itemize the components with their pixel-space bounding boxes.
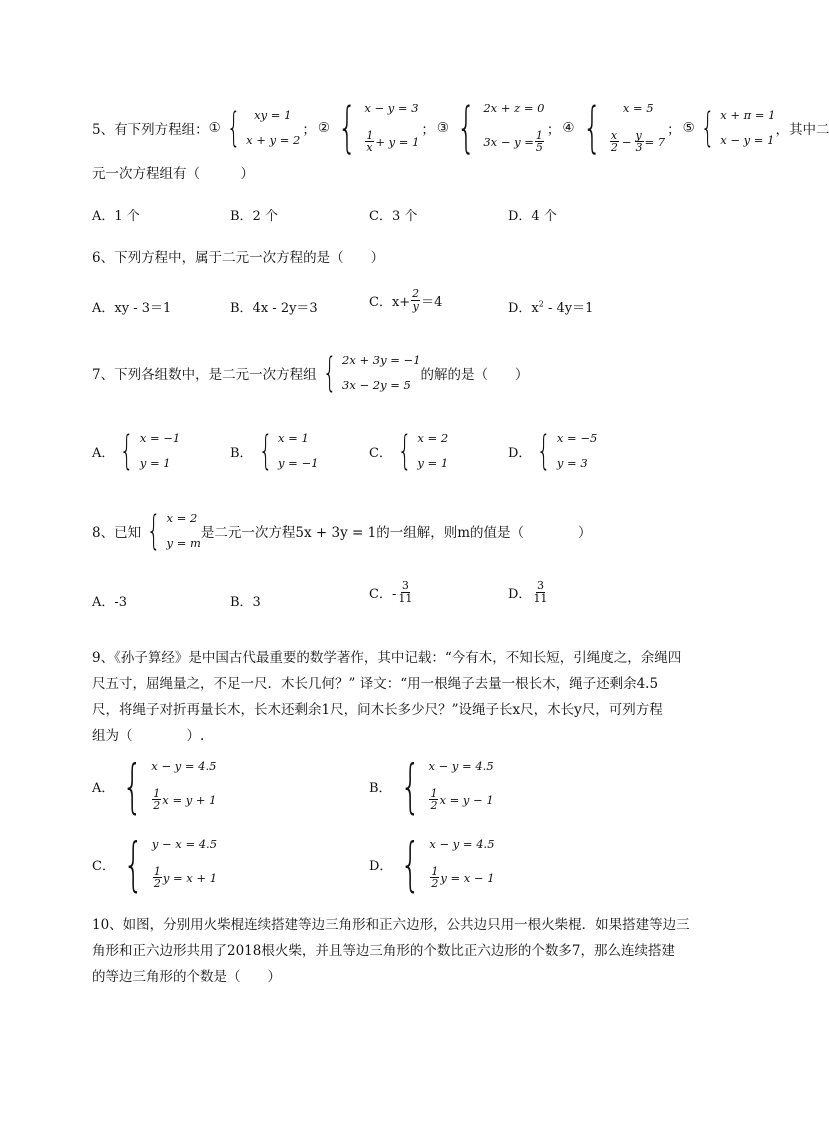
q8-c-pre: C．- bbox=[369, 586, 397, 602]
q5-s4-frac1-den: 2 bbox=[610, 141, 618, 155]
q6-d-pre: D．x bbox=[508, 301, 539, 316]
q9-d-frac-num: 1 bbox=[431, 864, 439, 878]
q9-d-line2-rest: y = x − 1 bbox=[440, 870, 495, 885]
q6-option-a: A．xy - 3＝1 bbox=[92, 301, 172, 316]
q5-num-3: ③ bbox=[436, 120, 449, 136]
q9-a-line1: x − y = 4.5 bbox=[151, 759, 217, 773]
q9-c-label: C． bbox=[92, 858, 115, 874]
q9-b-frac-den: 2 bbox=[430, 799, 438, 813]
q7-d-line2: y = 3 bbox=[556, 456, 588, 471]
q5-s3-line2-left: 3x − y = bbox=[483, 134, 534, 149]
q8-system: { x = 2 y = m bbox=[146, 508, 201, 554]
q10-line3: 的等边三角形的个数是（ ） bbox=[92, 969, 281, 985]
q7-d-line1: x = −5 bbox=[556, 431, 598, 445]
q5-system-4: { x = 5 $\frac{x}{2}$ − $\frac{y}{3}$ = 7 bbox=[582, 96, 666, 159]
q8-sys-line1: x = 2 bbox=[166, 511, 198, 525]
q5-num-1: ① bbox=[208, 120, 221, 136]
q7-b-line2: y = −1 bbox=[278, 456, 319, 471]
question-10 bbox=[92, 912, 742, 990]
q5-prefix: 5、有下列方程组： bbox=[92, 122, 209, 138]
q5-num-4: ④ bbox=[562, 120, 575, 136]
q5-s2-frac-den: x bbox=[366, 141, 373, 155]
q5-line2: 元一次方程组有（ ） bbox=[92, 166, 254, 182]
q9-d-line1: x − y = 4.5 bbox=[429, 837, 495, 851]
q6-c-frac-num: 2 bbox=[412, 287, 420, 300]
q7-d-label: D． bbox=[508, 445, 532, 461]
q5-option-a: A．1 个 bbox=[92, 209, 140, 224]
q7-c-line2: y = 1 bbox=[417, 456, 449, 471]
q8-d-pre: D． bbox=[508, 586, 532, 602]
q5-num-2: ② bbox=[317, 120, 330, 136]
q9-d-label: D． bbox=[369, 858, 393, 874]
q7-option-b: B． { x = 1 y = −1 bbox=[230, 428, 319, 474]
q5-s3-frac-num: 1 bbox=[535, 128, 543, 142]
q7-stem-post: 的解的是（ ） bbox=[420, 367, 529, 383]
question-9 bbox=[92, 645, 742, 749]
q5-sep-3: ； bbox=[546, 122, 561, 138]
q6-option-b: B．4x - 2y＝3 bbox=[230, 301, 318, 316]
question-7 bbox=[92, 351, 529, 395]
q8-option-a: A．-3 bbox=[92, 595, 128, 610]
q9-a-label: A． bbox=[92, 780, 115, 796]
q5-system-2: { x − y = 3 $\frac{1}{x}$ + y = 1 bbox=[337, 96, 420, 159]
q7-option-c: C． { x = 2 y = 1 bbox=[369, 428, 449, 474]
q5-s1-line1: xy = 1 bbox=[254, 108, 292, 122]
q7-stem-pre: 7、下列各组数中，是二元一次方程组 bbox=[92, 367, 317, 383]
q5-s4-line2-rest: = 7 bbox=[644, 134, 666, 149]
q5-s4-frac1-num: x bbox=[610, 128, 618, 142]
q5-s4-frac2-num: y bbox=[635, 128, 642, 142]
q9-a-frac-num: 1 bbox=[153, 786, 161, 800]
q5-s1-line2: x + y = 2 bbox=[246, 133, 301, 148]
q8-option-c bbox=[369, 580, 414, 604]
q9-line4: 组为（ ）. bbox=[92, 728, 205, 744]
q5-s3-frac-den: 5 bbox=[535, 141, 543, 155]
q5-suffix: ，其中二 bbox=[775, 122, 829, 138]
q9-a-line2-rest: x = y + 1 bbox=[162, 792, 217, 807]
q7-a-line2: y = 1 bbox=[139, 456, 171, 471]
q7-c-label: C． bbox=[369, 445, 392, 461]
q9-option-a: A． { x − y = 4.5 $\frac{1}{2}$ x = y + 1 bbox=[92, 752, 217, 820]
q9-option-b: B． { x − y = 4.5 $\frac{1}{2}$ x = y − 1 bbox=[369, 752, 494, 820]
q8-option-d bbox=[508, 580, 549, 604]
q5-s5-line1: x + π = 1 bbox=[720, 108, 776, 122]
q9-c-frac-den: 2 bbox=[153, 877, 161, 891]
q8-sys-line2: y = m bbox=[166, 536, 201, 551]
q7-c-line1: x = 2 bbox=[417, 431, 449, 445]
q9-a-frac-den: 2 bbox=[153, 799, 161, 813]
question-8 bbox=[92, 509, 592, 553]
q6-option-d bbox=[508, 297, 593, 316]
q9-c-line2-rest: y = x + 1 bbox=[162, 870, 218, 885]
q9-c-line1: y − x = 4.5 bbox=[151, 837, 218, 851]
q9-b-label: B． bbox=[369, 780, 392, 796]
q8-c-frac-den: 11 bbox=[398, 591, 413, 605]
q5-sep-4: ； bbox=[667, 122, 681, 138]
q7-sys-line1: 2x + 3y = −1 bbox=[342, 353, 421, 367]
q6-d-post: - 4y＝1 bbox=[543, 301, 594, 316]
q9-line1: 9、《孙子算经》是中国古代最重要的数学著作，其中记载：“今有木，不知长短，引绳度之，余绳四 bbox=[92, 650, 682, 666]
q9-option-d: D． { x − y = 4.5 $\frac{1}{2}$ y = x − 1 bbox=[369, 830, 495, 898]
q8-stem-pre: 8、已知 bbox=[92, 525, 142, 541]
q8-d-frac-num: 3 bbox=[536, 579, 544, 592]
q5-s5-line2: x − y = 1 bbox=[720, 133, 775, 148]
q5-option-d: D．4 个 bbox=[508, 209, 557, 224]
q7-option-a: A． { x = −1 y = 1 bbox=[92, 428, 181, 474]
q6-option-c bbox=[369, 288, 442, 312]
q9-line3: 尺，将绳子对折再量长木，长木还剩余1尺，问木长多少尺？”设绳子长x尺，木长y尺，可列方程 bbox=[92, 702, 663, 718]
q9-b-frac-num: 1 bbox=[430, 786, 438, 800]
q10-line1: 10、如图，分别用火柴棍连续搭建等边三角形和正六边形，公共边只用一根火柴棍．如果搭建等边三 bbox=[92, 917, 690, 933]
q9-option-c: C． { y − x = 4.5 $\frac{1}{2}$ y = x + 1 bbox=[92, 830, 218, 898]
q5-sep-2: ； bbox=[421, 122, 435, 138]
q7-sys-line2: 3x − 2y = 5 bbox=[342, 378, 411, 393]
q5-s4-line1: x = 5 bbox=[622, 101, 654, 115]
q7-b-line1: x = 1 bbox=[278, 431, 309, 445]
q6-c-pre: C．x+ bbox=[369, 294, 411, 310]
q8-stem-post: 是二元一次方程5x + 3y = 1的一组解，则m的值是（ ） bbox=[200, 525, 592, 541]
q9-c-frac-num: 1 bbox=[153, 864, 161, 878]
q5-s4-frac2-den: 3 bbox=[635, 141, 643, 155]
q10-line2: 角形和正六边形共用了2018根火柴，并且等边三角形的个数比正六边形的个数多7，那么连续搭建 bbox=[92, 943, 675, 959]
q5-system-1: { xy = 1 x + y = 2 bbox=[226, 105, 301, 151]
q7-a-line1: x = −1 bbox=[139, 431, 181, 445]
q5-system-3: { 2x + z = 0 3x − y = $\frac{1}{5}$ bbox=[456, 96, 545, 159]
q7-option-d: D． { x = −5 y = 3 bbox=[508, 428, 598, 474]
q6-c-frac-den: y bbox=[412, 299, 419, 313]
q6-c-post: ＝4 bbox=[421, 294, 443, 310]
q9-line2: 尺五寸，屈绳量之，不足一尺．木长几何？” 译文：“用一根绳子去量一根长木，绳子还剩余4.5 bbox=[92, 676, 659, 692]
q6-d-sup: 2 bbox=[538, 299, 544, 309]
q5-option-c: C．3 个 bbox=[369, 209, 418, 224]
q5-option-b: B．2 个 bbox=[230, 209, 278, 224]
q5-s2-line1: x − y = 3 bbox=[364, 101, 419, 115]
q5-s2-frac-num: 1 bbox=[366, 128, 374, 142]
q5-sep-1: ； bbox=[302, 122, 316, 138]
q5-s4-minus: − bbox=[621, 134, 632, 149]
question-5 bbox=[92, 96, 829, 159]
q5-s2-line2-rest: + y = 1 bbox=[375, 134, 420, 149]
q6-stem: 6、下列方程中，属于二元一次方程的是（ ） bbox=[92, 250, 385, 266]
q9-b-line2-rest: x = y − 1 bbox=[439, 792, 494, 807]
q5-num-5: ⑤ bbox=[682, 120, 695, 136]
q7-b-label: B． bbox=[230, 445, 253, 461]
q9-b-line1: x − y = 4.5 bbox=[428, 759, 494, 773]
q7-a-label: A． bbox=[92, 445, 115, 461]
q8-option-b: B．3 bbox=[230, 595, 261, 610]
q7-system: { 2x + 3y = −1 3x − 2y = 5 bbox=[322, 350, 421, 396]
q8-d-frac-den: 11 bbox=[533, 591, 548, 605]
q5-s3-line1: 2x + z = 0 bbox=[483, 101, 545, 115]
q9-d-frac-den: 2 bbox=[431, 877, 439, 891]
q8-c-frac-num: 3 bbox=[401, 579, 409, 592]
q5-system-5: { x + π = 1 x − y = 1 bbox=[700, 105, 776, 151]
